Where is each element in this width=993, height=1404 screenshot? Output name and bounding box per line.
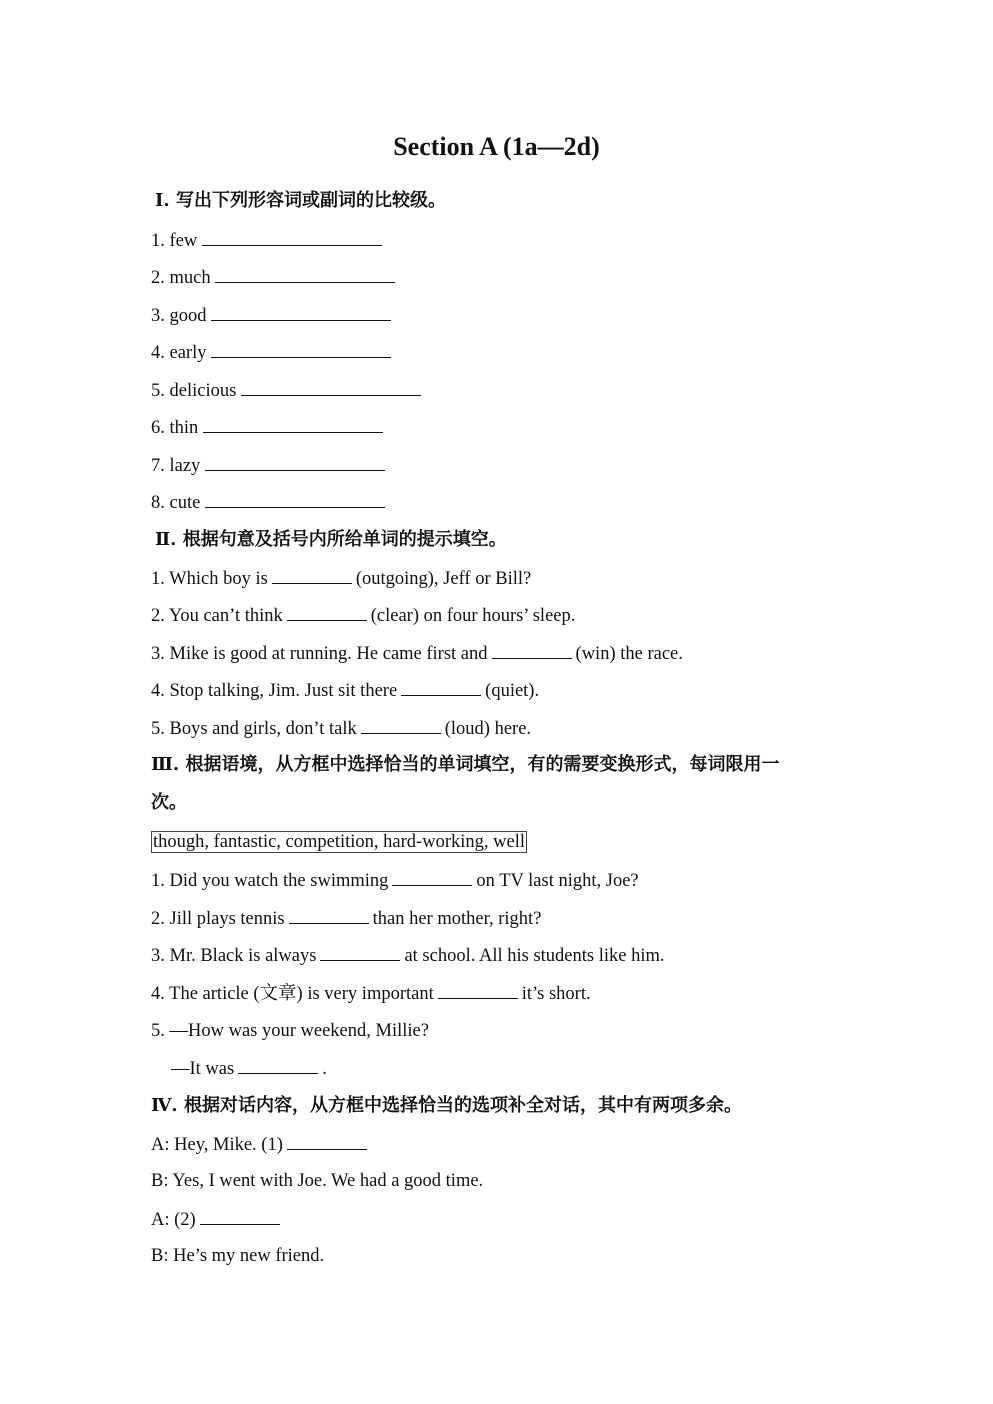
item-text-after: it’s short. xyxy=(521,984,591,1004)
item-text-before: 4. Stop talking, Jim. Just sit there xyxy=(151,681,398,701)
part3-item-reply xyxy=(171,1055,327,1082)
part1-item xyxy=(151,264,395,291)
item-text-after: at school. All his students like him. xyxy=(404,946,665,966)
word-box xyxy=(151,829,527,855)
item-text-before: 3. Mike is good at running. He came first and xyxy=(151,644,488,664)
answer-blank[interactable] xyxy=(203,414,383,433)
item-text-before: 2. You can’t think xyxy=(151,606,283,626)
dialogue-line xyxy=(151,1168,483,1194)
item-text-after: (loud) here. xyxy=(444,719,532,739)
part1-item xyxy=(151,302,391,329)
part3-item xyxy=(151,1018,429,1044)
part2-item xyxy=(151,565,531,592)
answer-blank[interactable] xyxy=(492,640,572,659)
dialogue-text: B: Yes, I went with Joe. We had a good time. xyxy=(151,1171,484,1191)
answer-blank[interactable] xyxy=(211,302,391,321)
item-text-before: 1. Did you watch the swimming xyxy=(151,871,389,891)
part2-heading: Ⅱ. 根据句意及括号内所给单词的提示填空。 xyxy=(155,529,507,550)
item-label: 7. lazy xyxy=(151,456,201,476)
answer-blank[interactable] xyxy=(202,227,382,246)
part3-item xyxy=(151,867,639,894)
item-text-after: (clear) on four hours’ sleep. xyxy=(370,606,576,626)
answer-blank[interactable] xyxy=(392,867,472,886)
item-text-after: . xyxy=(322,1059,327,1079)
answer-blank[interactable] xyxy=(200,1206,280,1225)
answer-blank[interactable] xyxy=(401,677,481,696)
item-label: 3. good xyxy=(151,306,207,326)
dialogue-line xyxy=(151,1131,371,1158)
dialogue-text: B: He’s my new friend. xyxy=(151,1246,325,1266)
part2-item xyxy=(151,715,531,742)
part3-heading-continued: 次。 xyxy=(151,792,187,813)
answer-blank[interactable] xyxy=(272,565,352,584)
part1-heading: Ⅰ. 写出下列形容词或副词的比较级。 xyxy=(155,190,446,211)
dialogue-line xyxy=(151,1206,284,1233)
part1-item xyxy=(151,489,385,516)
item-text-after: on TV last night, Joe? xyxy=(476,871,639,891)
answer-blank[interactable] xyxy=(287,602,367,621)
part4-heading: Ⅳ. 根据对话内容，从方框中选择恰当的选项补全对话，其中有两项多余。 xyxy=(151,1095,742,1116)
answer-blank[interactable] xyxy=(438,980,518,999)
item-text-after: (outgoing), Jeff or Bill? xyxy=(355,569,532,589)
answer-blank[interactable] xyxy=(287,1131,367,1150)
answer-blank[interactable] xyxy=(320,942,400,961)
dialogue-text: A: (2) xyxy=(151,1210,196,1230)
answer-blank[interactable] xyxy=(361,715,441,734)
page-title: Section A (1a—2d) xyxy=(393,132,600,161)
item-label: 8. cute xyxy=(151,493,201,513)
item-label: 4. early xyxy=(151,343,207,363)
part1-item xyxy=(151,452,385,479)
part3-item xyxy=(151,905,541,932)
item-text-before: —It was xyxy=(171,1059,235,1079)
item-text-before: 5. —How was your weekend, Millie? xyxy=(151,1021,429,1041)
part2-item xyxy=(151,640,683,667)
item-text-before: 1. Which boy is xyxy=(151,569,268,589)
item-label: 1. few xyxy=(151,231,198,251)
part1-item xyxy=(151,377,421,404)
answer-blank[interactable] xyxy=(241,377,421,396)
answer-blank[interactable] xyxy=(205,489,385,508)
part3-item xyxy=(151,942,664,969)
word-box-text: though, fantastic, competition, hard-working, well xyxy=(153,832,525,852)
item-text-after: than her mother, right? xyxy=(372,909,542,929)
answer-blank[interactable] xyxy=(238,1055,318,1074)
answer-blank[interactable] xyxy=(211,339,391,358)
item-text-after: (quiet). xyxy=(485,681,540,701)
part3-heading: Ⅲ. 根据语境，从方框中选择恰当的单词填空，有的需要变换形式，每词限用一 xyxy=(151,754,780,775)
item-text-before: 3. Mr. Black is always xyxy=(151,946,317,966)
part3-item xyxy=(151,980,591,1007)
part2-item xyxy=(151,602,575,629)
answer-blank[interactable] xyxy=(205,452,385,471)
part1-item xyxy=(151,414,383,441)
part1-item xyxy=(151,339,391,366)
answer-blank[interactable] xyxy=(215,264,395,283)
item-text-after: (win) the race. xyxy=(575,644,683,664)
item-label: 2. much xyxy=(151,268,211,288)
item-label: 5. delicious xyxy=(151,381,237,401)
part2-item xyxy=(151,677,539,704)
answer-blank[interactable] xyxy=(289,905,369,924)
dialogue-line xyxy=(151,1243,324,1269)
part1-item xyxy=(151,227,382,254)
dialogue-text: A: Hey, Mike. (1) xyxy=(151,1135,283,1155)
item-label: 6. thin xyxy=(151,418,199,438)
item-text-before: 4. The article (文章) is very important xyxy=(151,984,434,1004)
item-text-before: 5. Boys and girls, don’t talk xyxy=(151,719,357,739)
item-text-before: 2. Jill plays tennis xyxy=(151,909,285,929)
